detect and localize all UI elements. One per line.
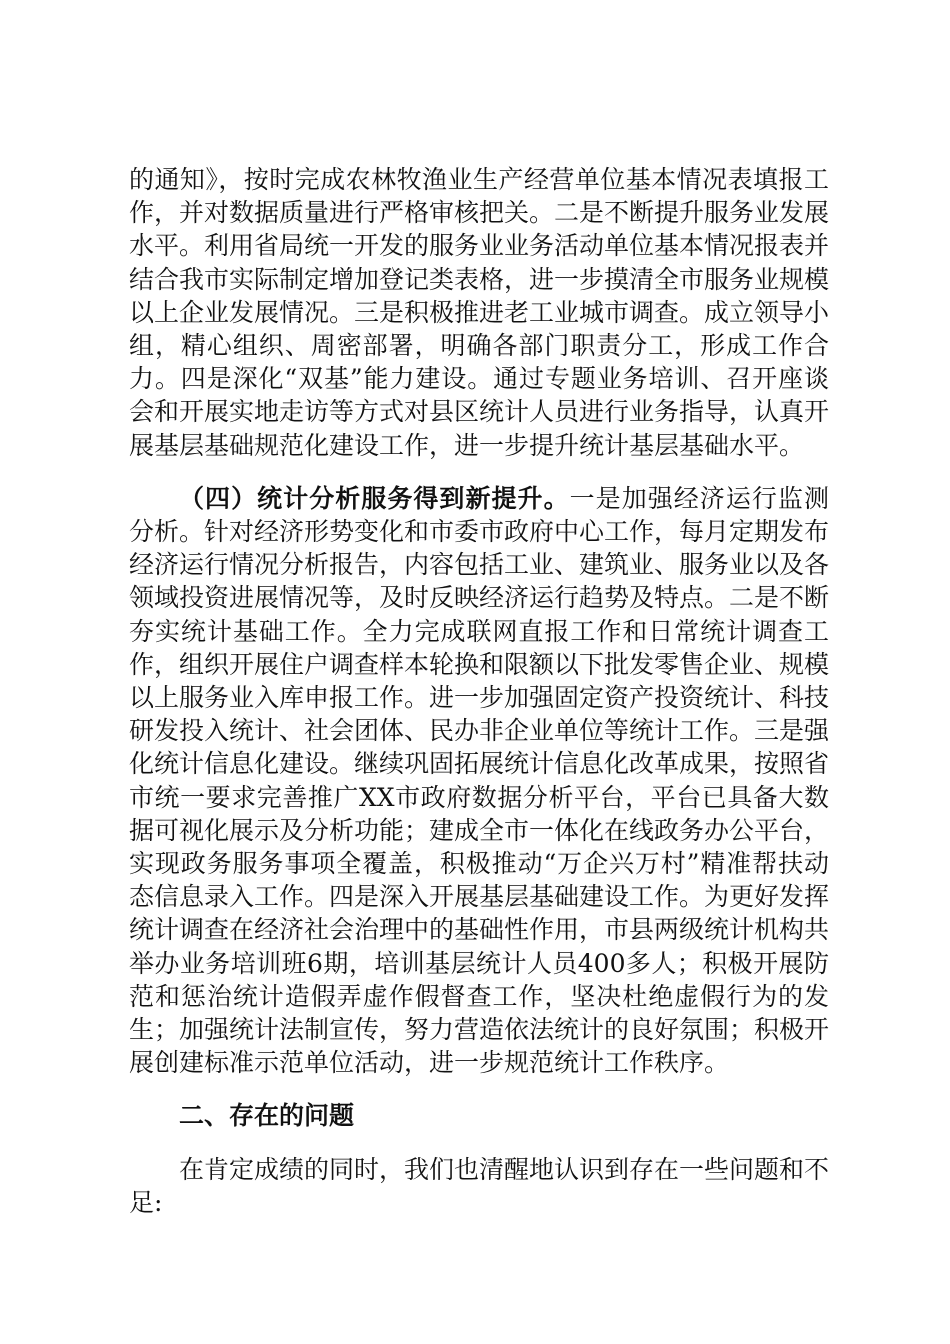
document-body — [129, 163, 829, 1219]
paragraph-problems-intro: 在肯定成绩的同时，我们也清醒地认识到存在一些问题和不足: — [129, 1154, 830, 1217]
paragraph-statistical-analysis — [129, 482, 829, 1080]
paragraph-lead-heading: （四）统计分析服务得到新提升。 — [179, 483, 570, 513]
paragraph-continuation: 的通知》，按时完成农林牧渔业生产经营单位基本情况表填报工作，并对数据质量进行严格审核把关。二是不断提升服务业发展水平。利用省局统一开发的服务业业务活动单位基本情况报表并结合我市实际制定增加登记类表格，进一步摸清全市服务业规模以上企业发展情况。三是积极推进老工业城市调查。成立领导小组，精心组织、周密部署，明确各部门职责分工，形成工作合力。四是深化“双基”能力建设。通过专题业务培训、召开座谈会和开展实地走访等方式对县区统计人员进行业务指导，认真开展基层基础规范化建设工作，进一步提升统计基层基础水平。 — [129, 165, 830, 460]
paragraph-body-text: 一是加强经济运行监测分析。针对经济形势变化和市委市政府中心工作，每月定期发布经济运行情况分析报告，内容包括工业、建筑业、服务业以及各领域投资进展情况等，及时反映经济运行趋势及特点。二是不断夯实统计基础工作。全力完成联网直报工作和日常统计调查工作，组织开展住户调查样本轮换和限额以下批发零售企业、规模以上服务业入库申报工作。进一步加强固定资产投资统计、科技研发投入统计、社会团体、民办非企业单位等统计工作。三是强化统计信息化建设。继续巩固拓展统计信息化改革成果，按照省市统一要求完善推广XX市政府数据分析平台，平台已具备大数据可视化展示及分析功能；建成全市一体化在线政务办公平台，实现政务服务事项全覆盖，积极推动“万企兴万村”精准帮扶动态信息录入工作。四是深入开展基层基础建设工作。为更好发挥统计调查在经济社会治理中的基础性作用，市县两级统计机构共举办业务培训班6期，培训基层统计人员400多人；积极开展防范和惩治统计造假弄虚作假督查工作，坚决杜绝虚假行为的发生；加强统计法制宣传，努力营造依法统计的良好氛围；积极开展创建标准示范单位活动，进一步规范统计工作秩序。 — [129, 483, 830, 1078]
section-heading-problems: 二、存在的问题 — [179, 1101, 355, 1131]
